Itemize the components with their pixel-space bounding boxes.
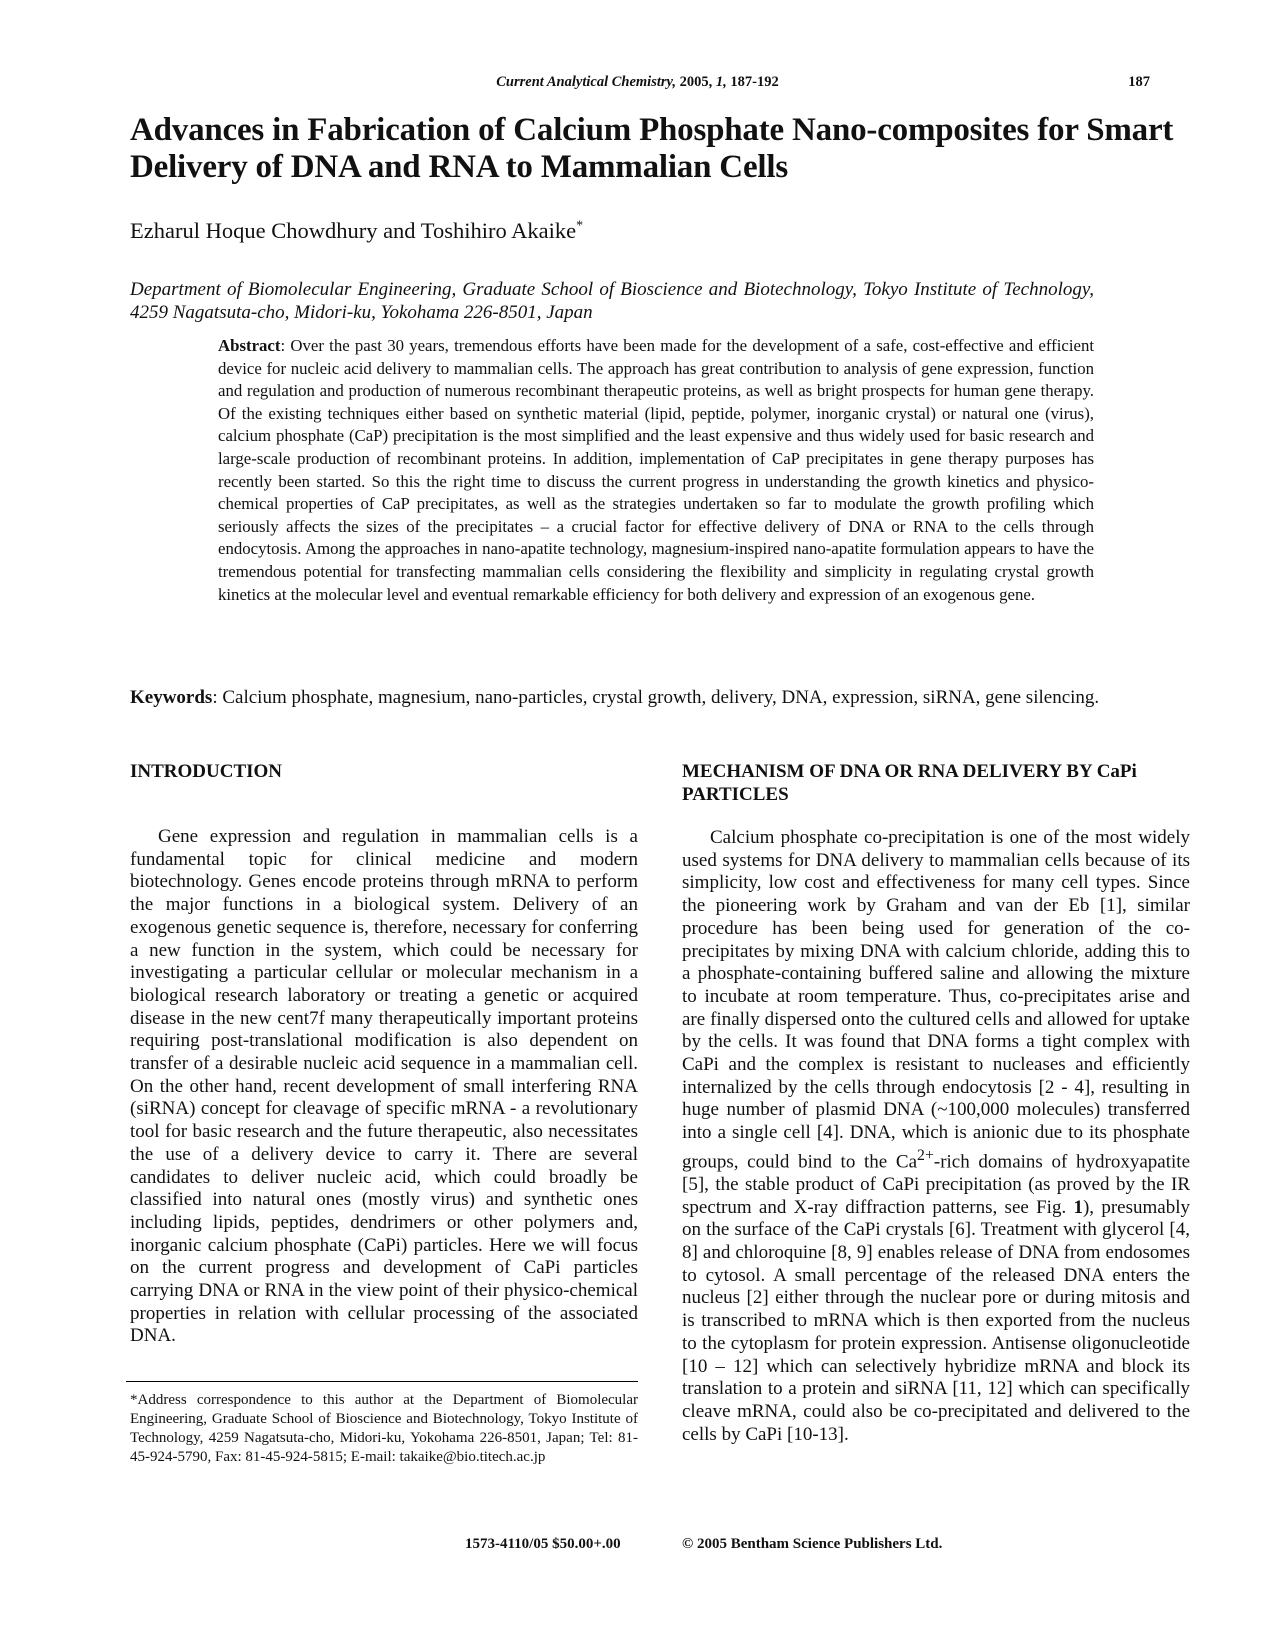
calcium-charge-superscript: 2+	[917, 1146, 934, 1164]
author-names: Ezharul Hoque Chowdhury and Toshihiro Akaike	[130, 218, 577, 243]
figure-reference[interactable]: 1	[1073, 1196, 1083, 1218]
mechanism-paragraph	[682, 827, 1190, 1446]
keywords	[130, 686, 1190, 709]
mechanism-text-a: Calcium phosphate co-precipitation is one of the most widely used systems for DNA delivery to mammalian cells because of its simplicity, low cost and effectiveness for many cell types. Since the pioneering work by Graham and van der Eb [1], similar procedure has been being used for generation of the co-precipitates by mixing DNA with calcium chloride, adding this to a phosphate-containing buffered saline and allowing the mixture to incubate at room temperature. Thus, co-precipitates arise and are finally dispersed onto the cultured cells and allowed for uptake by the cells. It was found that DNA forms a tight complex with CaPi and the complex is resistant to nucleases and efficiently internalized by the cells through endocytosis [2 - 4], resulting in huge number of plasmid DNA (~100,000 molecules) transferred into a single cell [4]. DNA, which is anionic due to its phosphate groups, could bind to the Ca	[682, 827, 1190, 1173]
footnote-divider	[126, 1381, 638, 1382]
mechanism-text-c: ), presumably on the surface of the CaPi crystals [6]. Treatment with glycerol [4, 8] and chloroquine [8, 9] enables release of DNA from endosomes to cytosol. A small percentage of the released DNA enters the nucleus [2] either through the nuclear pore or during mitosis and is transcribed to mRNA which is then exported from the nucleus to the cytoplasm for protein expression. Antisense oligonucleotide [10 – 12] which can selectively hybridize mRNA and block its translation to a protein and siRNA [11, 12] which can specifically cleave mRNA, could also be co-precipitated and delivered to the cells by CaPi [10-13].	[682, 1196, 1190, 1445]
corresponding-author-mark: *	[576, 218, 584, 234]
abstract-label: Abstract	[218, 336, 281, 355]
page-number: 187	[1128, 74, 1150, 90]
issn-price-code: 1573-4110/05 $50.00+.00	[465, 1536, 621, 1552]
affiliation: Department of Biomolecular Engineering, Graduate School of Bioscience and Biotechnology, Tokyo Institute of Technology, 4259 Nagatsuta-cho, Midori-ku, Yokohama 226-8501, Japan	[130, 279, 1094, 323]
authors	[130, 218, 1130, 244]
left-column	[130, 760, 638, 1348]
abstract-text: : Over the past 30 years, tremendous efforts have been made for the development of a safe, cost-effective and efficient device for nucleic acid delivery to mammalian cells. The approach has great contribution to analysis of gene expression, function and regulation and production of numerous recombinant therapeutic proteins, as well as bright prospects for human gene therapy. Of the existing techniques either based on synthetic material (lipid, peptide, polymer, inorganic crystal) or natural one (virus), calcium phosphate (CaP) precipitation is the most simplified and the least expensive and thus widely used for basic research and large-scale production of recombinant proteins. In addition, implementation of CaP precipitates in gene therapy purposes has recently been started. So this the right time to discuss the current progress in understanding the growth kinetics and physico-chemical properties of CaP precipitates, as well as the strategies undertaken so far to modulate the growth profiling which seriously affects the sizes of the precipitates – a crucial factor for effective delivery of DNA or RNA to the cells through endocytosis. Among the approaches in nano-apatite technology, magnesium-inspired nano-apatite formulation appears to have the tremendous potential for transfecting mammalian cells considering the flexibility and simplicity in regulating crystal growth kinetics at the molecular level and eventual remarkable efficiency for both delivery and expression of an exogenous gene.	[218, 336, 1094, 604]
journal-name: Current Analytical Chemistry,	[496, 74, 677, 90]
keywords-text: : Calcium phosphate, magnesium, nano-particles, crystal growth, delivery, DNA, expression, siRNA, gene silencing.	[212, 687, 1100, 708]
introduction-paragraph: Gene expression and regulation in mammalian cells is a fundamental topic for clinical medicine and modern biotechnology. Genes encode proteins through mRNA to perform the major functions in a biological system. Delivery of an exogenous genetic sequence is, therefore, necessary for conferring a new function in the system, which could be necessary for investigating a particular cellular or molecular mechanism in a biological research laboratory or treating a genetic or acquired disease in the new cent7f many therapeutically important proteins requiring post-translational modification is also dependent on transfer of a desirable nucleic acid sequence in a mammalian cell. On the other hand, recent development of small interfering RNA (siRNA) concept for cleavage of specific mRNA - a revolutionary tool for basic research and the future therapeutic, also necessitates the use of a delivery device to carry it. There are several candidates to deliver nucleic acid, which could broadly be classified into natural ones (mostly virus) and synthetic ones including lipids, peptides, dendrimers or other polymers and, inorganic calcium phosphate (CaPi) particles. Here we will focus on the current progress and development of CaPi particles carrying DNA or RNA in the view point of their physico-chemical properties in relation with cellular processing of the associated DNA.	[130, 826, 638, 1347]
journal-volume: 1,	[715, 74, 727, 90]
journal-year: 2005,	[676, 74, 716, 90]
abstract	[218, 335, 1094, 606]
mechanism-heading: MECHANISM OF DNA OR RNA DELIVERY BY CaPi PARTICLES	[682, 761, 1137, 805]
journal-pages: 187-192	[726, 74, 779, 90]
article-title: Advances in Fabrication of Calcium Phosphate Nano-composites for Smart Delivery of DNA and RNA to Mammalian Cells	[130, 112, 1174, 185]
copyright-notice: © 2005 Bentham Science Publishers Ltd.	[682, 1536, 943, 1552]
correspondence-footnote: *Address correspondence to this author at the Department of Biomolecular Engineering, Graduate School of Bioscience and Biotechnology, Tokyo Institute of Technology, 4259 Nagatsuta-cho, Midori-ku, Yokohama 226-8501, Japan; Tel: 81-45-924-5790, Fax: 81-45-924-5815; E-mail: takaike@bio.titech.ac.jp	[130, 1392, 638, 1465]
running-head	[0, 74, 1275, 98]
introduction-heading: INTRODUCTION	[130, 761, 283, 782]
journal-citation	[0, 74, 1275, 91]
right-column	[682, 760, 1190, 1446]
keywords-label: Keywords	[130, 687, 213, 708]
mechanism-text-b: -rich domains of hydroxyapatite [5], the stable product of CaPi precipitation (as proved by the IR spectrum and X-ray diffraction patterns, see Fig.	[682, 1151, 1190, 1218]
